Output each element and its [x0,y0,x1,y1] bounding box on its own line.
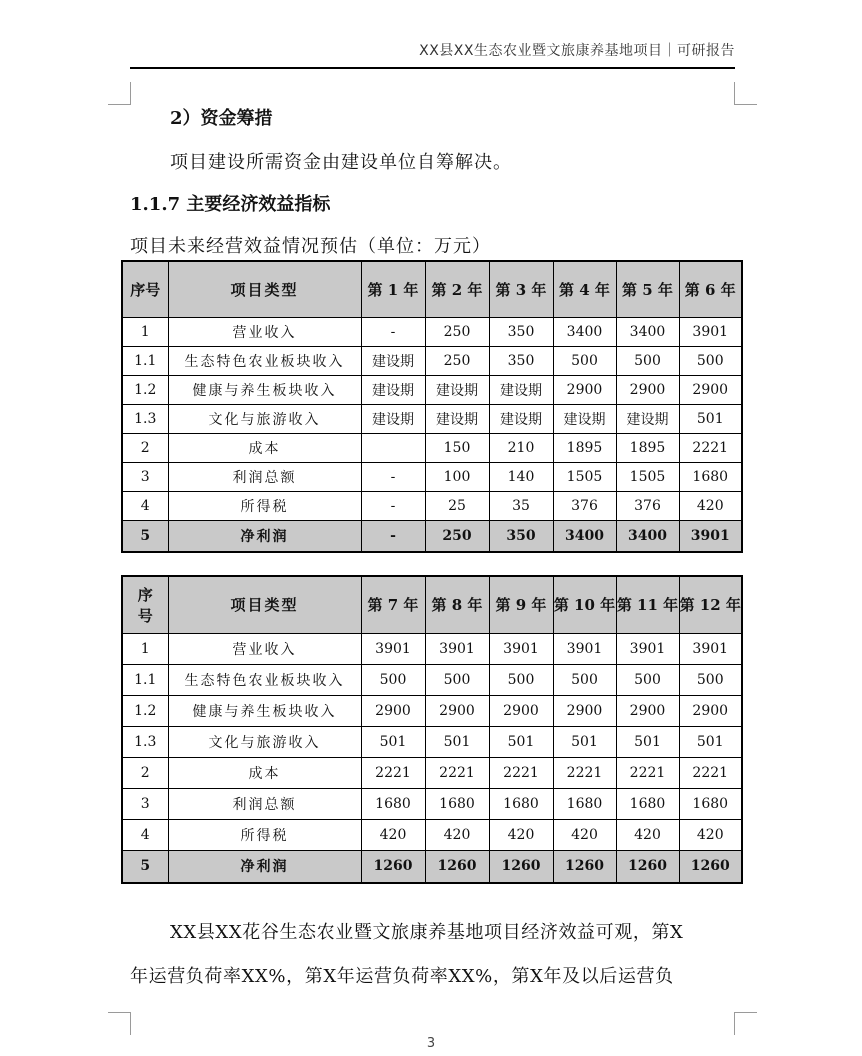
crop-mark-bottom-right [734,1012,757,1035]
row-index-cell: 2 [122,433,168,462]
value-cell: 2900 [553,375,616,404]
value-cell: 2900 [616,375,679,404]
value-cell: 2221 [679,433,742,462]
value-cell: 501 [679,404,742,433]
value-cell: - [361,491,425,520]
value-cell: 420 [425,819,489,850]
value-cell: 2900 [679,695,742,726]
value-cell: 1895 [616,433,679,462]
column-header: 第 9 年 [489,576,553,633]
table-row [122,346,742,375]
value-cell: 建设期 [361,346,425,375]
value-cell: 2900 [679,375,742,404]
table-row [122,433,742,462]
table-header-row [122,576,742,633]
row-index-cell: 5 [122,520,168,552]
value-cell: 2221 [553,757,616,788]
row-index-cell: 3 [122,462,168,491]
value-cell: 100 [425,462,489,491]
value-cell: 3400 [616,520,679,552]
value-cell: 35 [489,491,553,520]
value-cell: 2900 [489,695,553,726]
value-cell: 3901 [425,633,489,664]
value-cell: 376 [616,491,679,520]
value-cell: 500 [679,346,742,375]
item-type-cell: 净利润 [168,520,361,552]
value-cell: 建设期 [489,375,553,404]
value-cell: 3901 [679,317,742,346]
value-cell: 2221 [361,757,425,788]
value-cell: 501 [489,726,553,757]
benefit-table-years-1-6 [121,260,743,553]
value-cell: 420 [679,819,742,850]
value-cell: 1260 [553,850,616,883]
table-row [122,695,742,726]
value-cell: 1680 [679,462,742,491]
value-cell: 350 [489,317,553,346]
row-index-cell: 3 [122,788,168,819]
item-type-cell: 生态特色农业板块收入 [168,346,361,375]
table-header-row [122,261,742,317]
value-cell: 501 [616,726,679,757]
column-header: 第 5 年 [616,261,679,317]
conclusion-line-2: 年运营负荷率XX%，第X年运营负荷率XX%，第X年及以后运营负 [130,966,674,987]
row-index-cell: 1.1 [122,346,168,375]
value-cell: 建设期 [489,404,553,433]
value-cell: 1680 [489,788,553,819]
value-cell: 1895 [553,433,616,462]
table-row [122,462,742,491]
item-type-cell: 健康与养生板块收入 [168,695,361,726]
column-header: 第 7 年 [361,576,425,633]
value-cell: 501 [679,726,742,757]
table-row [122,491,742,520]
item-type-cell: 营业收入 [168,633,361,664]
column-header: 第 8 年 [425,576,489,633]
value-cell: - [361,462,425,491]
value-cell: 500 [616,346,679,375]
value-cell: 2221 [679,757,742,788]
section-heading-funding: 2）资金筹措 [170,108,273,129]
table-row [122,317,742,346]
table-row [122,850,742,883]
row-index-cell: 1 [122,317,168,346]
item-type-cell: 健康与养生板块收入 [168,375,361,404]
value-cell: 501 [361,726,425,757]
value-cell: 420 [553,819,616,850]
value-cell: 500 [553,346,616,375]
value-cell: 1680 [361,788,425,819]
item-type-cell: 利润总额 [168,462,361,491]
column-header: 序号 [122,576,168,633]
row-index-cell: 4 [122,491,168,520]
benefit-table-years-7-12 [121,575,743,884]
value-cell: 3901 [489,633,553,664]
item-type-cell: 成本 [168,757,361,788]
value-cell: 2900 [361,695,425,726]
item-type-cell: 净利润 [168,850,361,883]
row-index-cell: 2 [122,757,168,788]
crop-mark-top-right [734,82,757,105]
value-cell: 150 [425,433,489,462]
value-cell: 1260 [425,850,489,883]
table-row [122,726,742,757]
value-cell: 350 [489,346,553,375]
value-cell: 2221 [616,757,679,788]
value-cell: 500 [425,664,489,695]
column-header: 第 1 年 [361,261,425,317]
value-cell: 建设期 [425,404,489,433]
value-cell: 建设期 [361,375,425,404]
column-header: 第 11 年 [616,576,679,633]
value-cell: 250 [425,317,489,346]
value-cell: 250 [425,346,489,375]
table-row [122,375,742,404]
value-cell: 1505 [616,462,679,491]
funding-paragraph: 项目建设所需资金由建设单位自筹解决。 [170,152,512,173]
value-cell: 210 [489,433,553,462]
column-header: 项目类型 [168,576,361,633]
row-index-cell: 1.3 [122,404,168,433]
value-cell: 3400 [553,317,616,346]
row-index-cell: 1 [122,633,168,664]
row-index-cell: 1.2 [122,375,168,404]
value-cell: 3901 [553,633,616,664]
value-cell: 501 [553,726,616,757]
value-cell: 500 [553,664,616,695]
value-cell: 2221 [489,757,553,788]
value-cell: 140 [489,462,553,491]
value-cell: 1260 [679,850,742,883]
value-cell: 420 [361,819,425,850]
value-cell: 500 [489,664,553,695]
value-cell: 2900 [553,695,616,726]
row-index-cell: 1.3 [122,726,168,757]
column-header: 第 3 年 [489,261,553,317]
table-row [122,633,742,664]
row-index-cell: 4 [122,819,168,850]
value-cell: 建设期 [553,404,616,433]
value-cell [361,433,425,462]
value-cell: 3400 [616,317,679,346]
column-header: 项目类型 [168,261,361,317]
value-cell: 250 [425,520,489,552]
table-row [122,788,742,819]
value-cell: 3901 [616,633,679,664]
item-type-cell: 利润总额 [168,788,361,819]
conclusion-line-1: XX县XX花谷生态农业暨文旅康养基地项目经济效益可观，第X [170,922,684,943]
value-cell: 1680 [425,788,489,819]
column-header: 第 12 年 [679,576,742,633]
table-row [122,404,742,433]
item-type-cell: 生态特色农业板块收入 [168,664,361,695]
value-cell: 1260 [361,850,425,883]
column-header: 第 2 年 [425,261,489,317]
page-number: 3 [426,1036,436,1051]
value-cell: 500 [361,664,425,695]
value-cell: 1680 [616,788,679,819]
item-type-cell: 所得税 [168,819,361,850]
value-cell: 建设期 [361,404,425,433]
value-cell: 2900 [425,695,489,726]
value-cell: 350 [489,520,553,552]
item-type-cell: 文化与旅游收入 [168,726,361,757]
value-cell: 25 [425,491,489,520]
value-cell: 3901 [679,520,742,552]
item-type-cell: 所得税 [168,491,361,520]
section-heading-economic-indicators: 1.1.7 主要经济效益指标 [130,194,331,215]
value-cell: 376 [553,491,616,520]
value-cell: 1680 [679,788,742,819]
table-row [122,819,742,850]
value-cell: 500 [679,664,742,695]
value-cell: - [361,317,425,346]
value-cell: 1505 [553,462,616,491]
crop-mark-top-left [108,82,131,105]
value-cell: 3901 [679,633,742,664]
value-cell: 1260 [489,850,553,883]
column-header: 第 4 年 [553,261,616,317]
table-row [122,757,742,788]
row-index-cell: 1.1 [122,664,168,695]
row-index-cell: 5 [122,850,168,883]
table-row [122,520,742,552]
column-header: 第 10 年 [553,576,616,633]
item-type-cell: 成本 [168,433,361,462]
item-type-cell: 营业收入 [168,317,361,346]
value-cell: 500 [616,664,679,695]
value-cell: 2900 [616,695,679,726]
value-cell: 420 [489,819,553,850]
value-cell: 3400 [553,520,616,552]
value-cell: 501 [425,726,489,757]
table-row [122,664,742,695]
value-cell: 2221 [425,757,489,788]
header-rule [130,67,735,69]
value-cell: 3901 [361,633,425,664]
table-caption: 项目未来经营效益情况预估（单位：万元） [130,236,491,257]
row-index-cell: 1.2 [122,695,168,726]
column-header: 序号 [122,261,168,317]
value-cell: 420 [616,819,679,850]
value-cell: 建设期 [425,375,489,404]
running-header: XX县XX生态农业暨文旅康养基地项目｜可研报告 [419,43,735,59]
value-cell: 建设期 [616,404,679,433]
value-cell: 1680 [553,788,616,819]
column-header: 第 6 年 [679,261,742,317]
value-cell: 1260 [616,850,679,883]
value-cell: - [361,520,425,552]
item-type-cell: 文化与旅游收入 [168,404,361,433]
value-cell: 420 [679,491,742,520]
crop-mark-bottom-left [108,1012,131,1035]
